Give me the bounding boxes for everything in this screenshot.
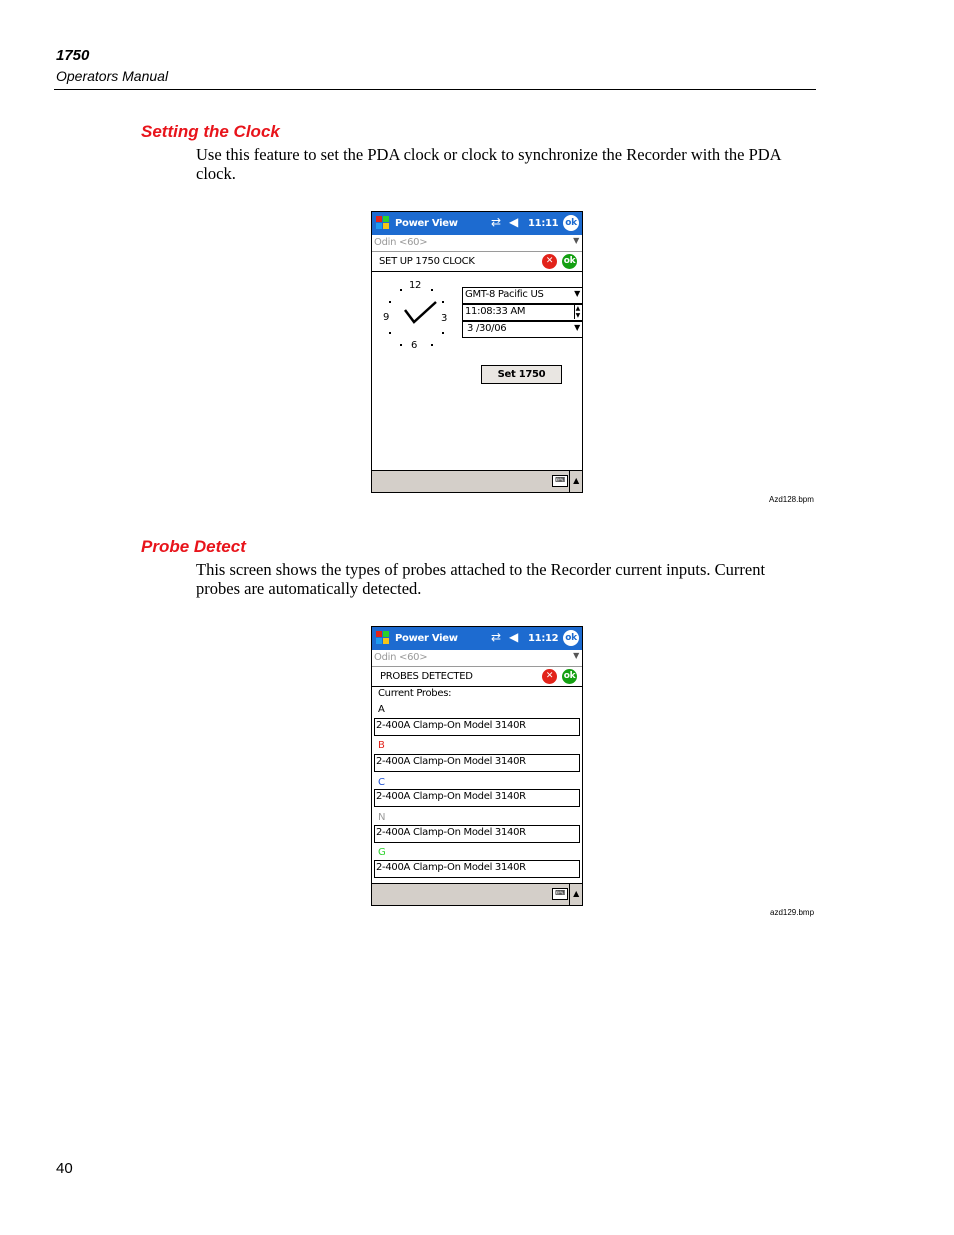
- clock-numeral-3: 3: [441, 313, 448, 324]
- device-dropdown-value: Odin <60>: [374, 652, 428, 663]
- speaker-icon[interactable]: ◀: [509, 215, 518, 229]
- device-dropdown[interactable]: [372, 235, 582, 252]
- windows-logo-icon[interactable]: [375, 630, 391, 646]
- probe-channel-label-n: N: [378, 812, 386, 823]
- clock-numeral-9: 9: [383, 312, 390, 323]
- clock-time[interactable]: 11:12: [528, 633, 559, 644]
- keyboard-icon[interactable]: ⌨: [552, 888, 568, 900]
- time-input[interactable]: [462, 304, 583, 321]
- device-dropdown[interactable]: [372, 650, 582, 667]
- section-body-probe-detect: [196, 560, 821, 598]
- probe-value: 2-400A Clamp-On Model 3140R: [376, 862, 526, 873]
- body-line: This screen shows the types of probes attached to the Recorder current inputs. Current: [196, 560, 766, 579]
- device-dropdown-value: Odin <60>: [374, 237, 428, 248]
- pda-bottom-bar: [372, 470, 582, 492]
- app-name: Power View: [395, 633, 458, 644]
- probe-field-n[interactable]: [374, 825, 580, 843]
- clock-tick: [431, 344, 433, 346]
- section-heading-setting-clock: Setting the Clock: [141, 122, 280, 141]
- probe-channel-label-b: B: [378, 740, 385, 751]
- clock-tick: [431, 289, 433, 291]
- keyboard-icon[interactable]: ⌨: [552, 475, 568, 487]
- page-number: 40: [56, 1160, 73, 1177]
- clock-tick: [442, 301, 444, 303]
- clock-tick: [389, 332, 391, 334]
- probe-channel-label-c: C: [378, 777, 385, 788]
- speaker-icon[interactable]: ◀: [509, 630, 518, 644]
- ok-button[interactable]: ok: [562, 669, 577, 684]
- screen-header-row: [372, 667, 582, 687]
- clock-numeral-6: 6: [411, 340, 418, 351]
- body-line: clock.: [196, 164, 236, 183]
- title-ok-button[interactable]: ok: [563, 630, 579, 646]
- screen-heading: PROBES DETECTED: [380, 671, 473, 682]
- set-1750-button[interactable]: Set 1750: [481, 365, 562, 384]
- manual-model-title: 1750: [56, 47, 90, 64]
- probe-field-b[interactable]: [374, 754, 580, 772]
- clock-tick: [400, 289, 402, 291]
- clock-numeral-12: 12: [409, 280, 422, 291]
- chevron-down-icon: ▼: [573, 651, 579, 660]
- input-menu-arrow-icon[interactable]: ▲: [569, 884, 582, 905]
- probe-channel-label-a: A: [378, 704, 385, 715]
- input-menu-arrow-icon[interactable]: ▲: [569, 471, 582, 492]
- chevron-down-icon: ▼: [573, 236, 579, 245]
- body-line: probes are automatically detected.: [196, 579, 422, 598]
- pda-bottom-bar: [372, 883, 582, 905]
- pda-screen-clock: [371, 211, 583, 493]
- probe-value: 2-400A Clamp-On Model 3140R: [376, 827, 526, 838]
- pda-screen-probes: [371, 626, 583, 906]
- cancel-button[interactable]: ✕: [542, 669, 557, 684]
- probe-value: 2-400A Clamp-On Model 3140R: [376, 756, 526, 767]
- probe-field-a[interactable]: [374, 718, 580, 736]
- section-body-setting-clock: [196, 145, 821, 183]
- clock-tick: [400, 344, 402, 346]
- figure-caption: azd129.bmp: [770, 908, 815, 917]
- manual-subtitle: Operators Manual: [56, 68, 169, 84]
- header-divider: [54, 89, 816, 90]
- timezone-value: GMT-8 Pacific US: [465, 289, 544, 300]
- date-picker[interactable]: [462, 321, 583, 338]
- clock-time[interactable]: 11:11: [528, 218, 559, 229]
- windows-logo-icon[interactable]: [375, 215, 391, 231]
- probe-value: 2-400A Clamp-On Model 3140R: [376, 791, 526, 802]
- pda-title-bar: [372, 212, 582, 235]
- figure-caption: Azd128.bpm: [769, 495, 814, 504]
- clock-tick: [442, 332, 444, 334]
- app-name: Power View: [395, 218, 458, 229]
- probe-channel-label-g: G: [378, 847, 386, 858]
- ok-button[interactable]: ok: [562, 254, 577, 269]
- connection-icon[interactable]: ⇄: [491, 215, 501, 229]
- screen-header-row: [372, 252, 582, 272]
- connection-icon[interactable]: ⇄: [491, 630, 501, 644]
- title-ok-button[interactable]: ok: [563, 215, 579, 231]
- cancel-button[interactable]: ✕: [542, 254, 557, 269]
- current-probes-label: Current Probes:: [378, 688, 452, 699]
- pda-title-bar: [372, 627, 582, 650]
- timezone-select[interactable]: [462, 287, 583, 304]
- date-value: 3 /30/06: [467, 323, 507, 334]
- clock-tick: [389, 301, 391, 303]
- body-line: Use this feature to set the PDA clock or clock to synchronize the Recorder with the PDA: [196, 145, 782, 164]
- probe-field-g[interactable]: [374, 860, 580, 878]
- time-value: 11:08:33 AM: [465, 306, 526, 317]
- time-spinner-icon[interactable]: ▲ ▼: [575, 305, 580, 319]
- chevron-down-icon: ▼: [574, 323, 580, 332]
- section-heading-probe-detect: Probe Detect: [141, 537, 246, 556]
- clock-hands-icon: [402, 298, 438, 324]
- screen-heading: SET UP 1750 CLOCK: [379, 256, 475, 267]
- probe-value: 2-400A Clamp-On Model 3140R: [376, 720, 526, 731]
- chevron-down-icon: ▼: [574, 289, 580, 298]
- probe-field-c[interactable]: [374, 789, 580, 807]
